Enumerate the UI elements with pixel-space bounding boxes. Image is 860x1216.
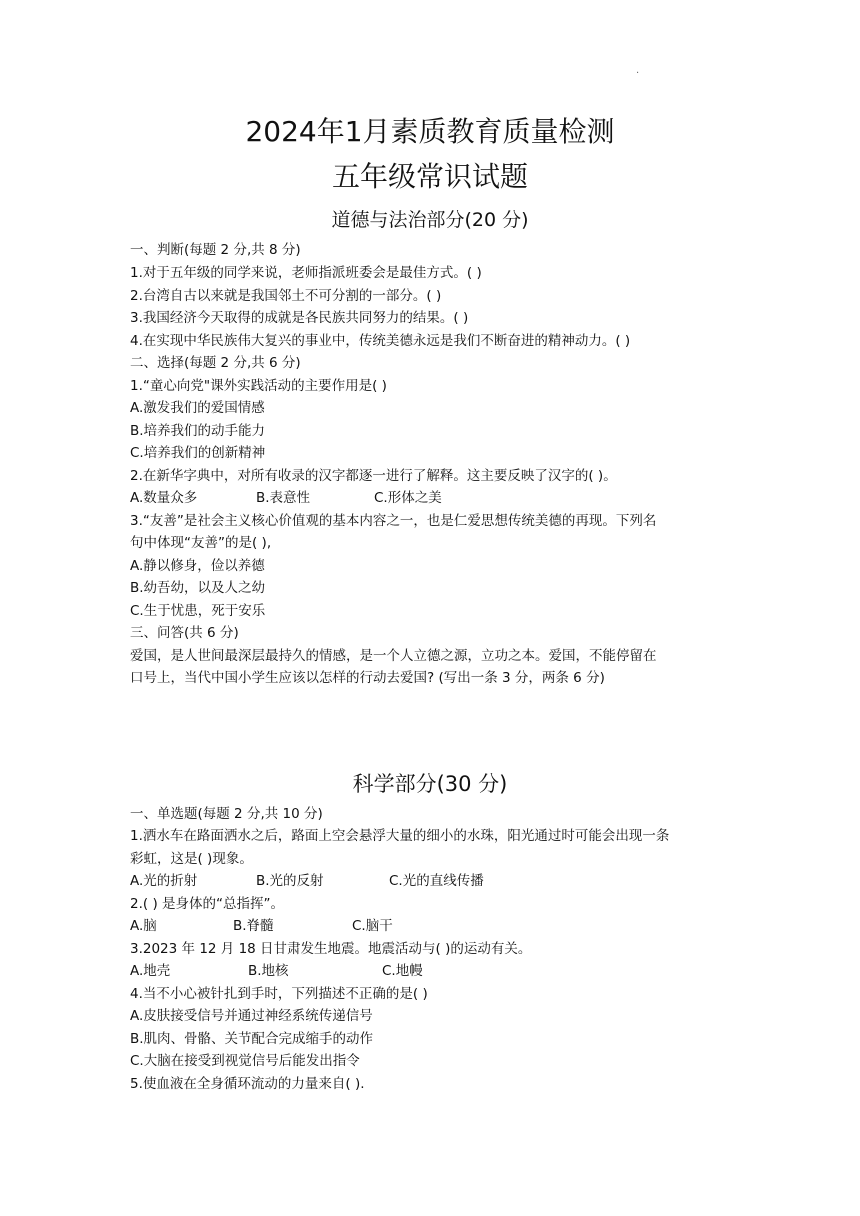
judge-item: 3.我国经济今天取得的成就是各民族共同努力的结果。( ) [130, 310, 469, 326]
judge-item: 1.对于五年级的同学来说，老师指派班委会是最佳方式。( ) [130, 265, 482, 281]
choice-header: 二、选择(每题 2 分,共 6 分) [130, 355, 301, 371]
exam-title: 2024年1月素质教育质量检测 [245, 115, 615, 148]
science-question: 1.洒水车在路面洒水之后，路面上空会悬浮大量的细小的水珠，阳光通过时可能会出现一条 [130, 828, 670, 844]
corner-mark: · [636, 68, 640, 79]
science-option: C.大脑在接受到视觉信号后能发出指令 [130, 1053, 360, 1069]
choice-option: B.表意性 [256, 490, 311, 506]
choice-question: 2.在新华字典中，对所有收录的汉字都逐一进行了解释。这主要反映了汉字的( )。 [130, 468, 617, 484]
judge-item: 4.在实现中华民族伟大复兴的事业中，传统美德永远是我们不断奋进的精神动力。( ) [130, 333, 631, 349]
exam-subtitle: 五年级常识试题 [331, 160, 528, 193]
science-option: C.地幔 [382, 963, 423, 979]
science-option: A.皮肤接受信号并通过神经系统传递信号 [130, 1008, 373, 1024]
choice-option: A.数量众多 [130, 490, 198, 506]
choice-option: B.幼吾幼，以及人之幼 [130, 580, 266, 596]
judge-header: 一、判断(每题 2 分,共 8 分) [130, 242, 301, 258]
science-question-cont: 彩虹，这是( )现象。 [130, 851, 253, 867]
science-option: B.光的反射 [256, 873, 324, 889]
science-option: C.脑干 [352, 918, 393, 934]
choice-question-cont: 句中体现“友善”的是( ), [130, 535, 272, 551]
science-option: B.肌肉、骨骼、关节配合完成缩手的动作 [130, 1031, 374, 1047]
choice-option: C.培养我们的创新精神 [130, 445, 266, 461]
science-question: 4.当不小心被针扎到手时，下列描述不正确的是( ) [130, 986, 428, 1002]
science-question: 3.2023 年 12 月 18 日甘肃发生地震。地震活动与( )的运动有关。 [130, 941, 532, 957]
science-option: A.地壳 [130, 963, 171, 979]
choice-question: 3.“友善”是社会主义核心价值观的基本内容之一，也是仁爱思想传统美德的再现。下列名 [130, 513, 657, 529]
judge-item: 2.台湾自古以来就是我国邻土不可分割的一部分。( ) [130, 288, 442, 304]
choice-question: 1.“童心向党"课外实践活动的主要作用是( ) [130, 378, 387, 394]
science-question: 2.( ) 是身体的“总指挥”。 [130, 896, 284, 912]
single-choice-header: 一、单选题(每题 2 分,共 10 分) [130, 806, 323, 822]
choice-option: A.激发我们的爱国情感 [130, 400, 265, 416]
science-option: A.脑 [130, 918, 157, 934]
qa-paragraph: 爱国，是人世间最深层最持久的情感，是一个人立德之源，立功之本。爱国，不能停留在 [130, 648, 657, 664]
science-option: B.脊髓 [233, 918, 274, 934]
choice-option: C.形体之美 [374, 490, 442, 506]
choice-option: B.培养我们的动手能力 [130, 423, 266, 439]
science-option: C.光的直线传播 [389, 873, 484, 889]
science-question: 5.使血液在全身循环流动的力量来自( ). [130, 1076, 365, 1092]
science-option: B.地核 [248, 963, 289, 979]
science-option: A.光的折射 [130, 873, 198, 889]
choice-option: C.生于忧患，死于安乐 [130, 603, 266, 619]
science-section-heading: 科学部分(30 分) [352, 772, 508, 796]
qa-paragraph-cont: 口号上，当代中国小学生应该以怎样的行动去爱国? (写出一条 3 分，两条 6 分) [130, 670, 605, 686]
moral-section-heading: 道德与法治部分(20 分) [331, 209, 529, 231]
qa-header: 三、问答(共 6 分) [130, 625, 239, 641]
choice-option: A.静以修身，俭以养德 [130, 558, 265, 574]
